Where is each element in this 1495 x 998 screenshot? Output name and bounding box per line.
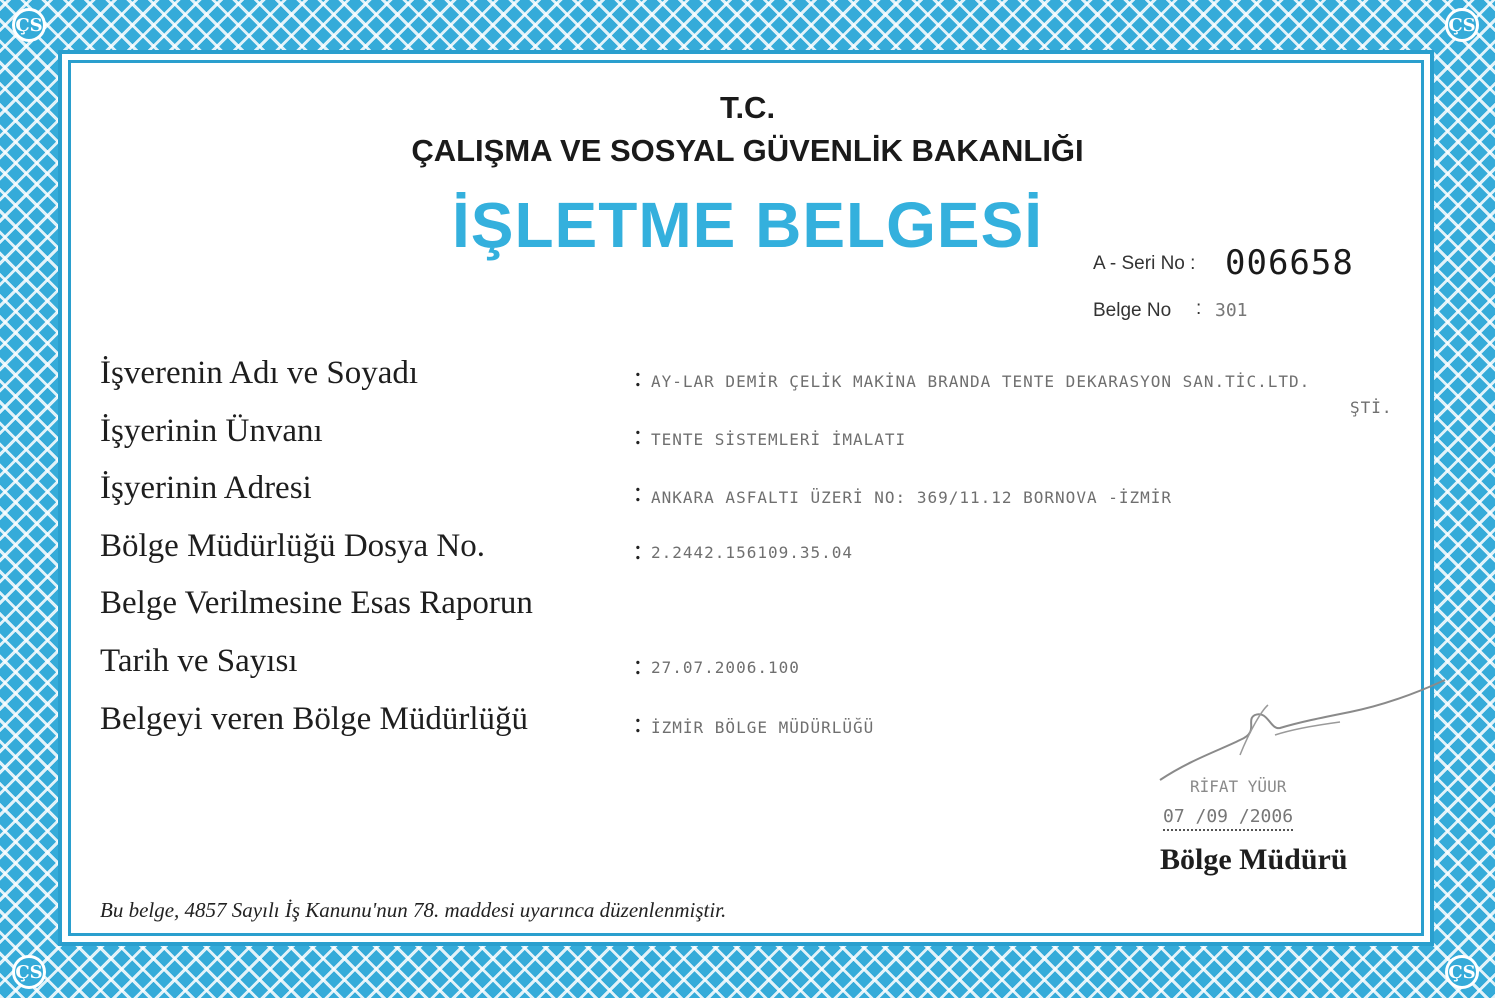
employer-name-colon: : [634, 362, 642, 393]
workplace-title-value: TENTE SİSTEMLERİ İMALATI [651, 430, 907, 449]
republic-abbrev: T.C. [719, 90, 776, 125]
document-number-label: Belge No [1093, 300, 1172, 321]
report-date-label: Tarih ve Sayısı [100, 643, 298, 679]
report-basis-label: Belge Verilmesine Esas Raporun [100, 585, 533, 621]
signature-scribble [1150, 670, 1450, 790]
signature-date: 07 /09 /2006 [1163, 806, 1293, 831]
employer-name-value: AY-LAR DEMİR ÇELİK MAKİNA BRANDA TENTE DEKARASYON SAN.TİC.LTD. [651, 372, 1311, 391]
workplace-title-label: İşyerinin Ünvanı [100, 413, 323, 449]
employer-name-value-line2: ŞTİ. [1350, 398, 1393, 417]
employer-name-label: İşverenin Adı ve Soyadı [100, 355, 419, 391]
workplace-address-colon: : [634, 477, 642, 508]
ministry-name: ÇALIŞMA VE SOSYAL GÜVENLİK BAKANLIĞI [411, 133, 1084, 168]
file-number-colon: : [634, 535, 642, 566]
workplace-title-colon: : [634, 420, 642, 451]
document-number-colon: : [1196, 298, 1202, 319]
report-date-value: 27.07.2006.100 [651, 658, 800, 677]
emblem-icon: ÇS [12, 955, 46, 989]
file-number-label: Bölge Müdürlüğü Dosya No. [100, 528, 485, 564]
document-title: İŞLETME BELGESİ [451, 189, 1044, 261]
workplace-address-label: İşyerinin Adresi [100, 470, 312, 506]
file-number-value: 2.2442.156109.35.04 [651, 543, 854, 562]
legal-footnote: Bu belge, 4857 Sayılı İş Kanunu'nun 78. maddesi uyarınca düzenlenmiştir. [100, 898, 727, 922]
workplace-address-value: ANKARA ASFALTI ÜZERİ NO: 369/11.12 BORNOVA -İZMİR [651, 488, 1173, 507]
issuing-office-label: Belgeyi veren Bölge Müdürlüğü [100, 701, 529, 737]
emblem-icon: ÇS [1445, 8, 1479, 42]
issuing-office-colon: : [634, 708, 642, 739]
emblem-icon: ÇS [12, 8, 46, 42]
report-date-colon: : [634, 650, 642, 681]
signatory-title: Bölge Müdürü [1160, 843, 1348, 876]
serial-number-label: A - Seri No : [1093, 253, 1196, 274]
emblem-icon: ÇS [1445, 955, 1479, 989]
signatory-name: RİFAT YÜUR [1190, 777, 1287, 796]
serial-number-value: 006658 [1225, 243, 1354, 283]
document-number-value: 301 [1215, 300, 1248, 321]
issuing-office-value: İZMİR BÖLGE MÜDÜRLÜĞÜ [651, 718, 875, 737]
